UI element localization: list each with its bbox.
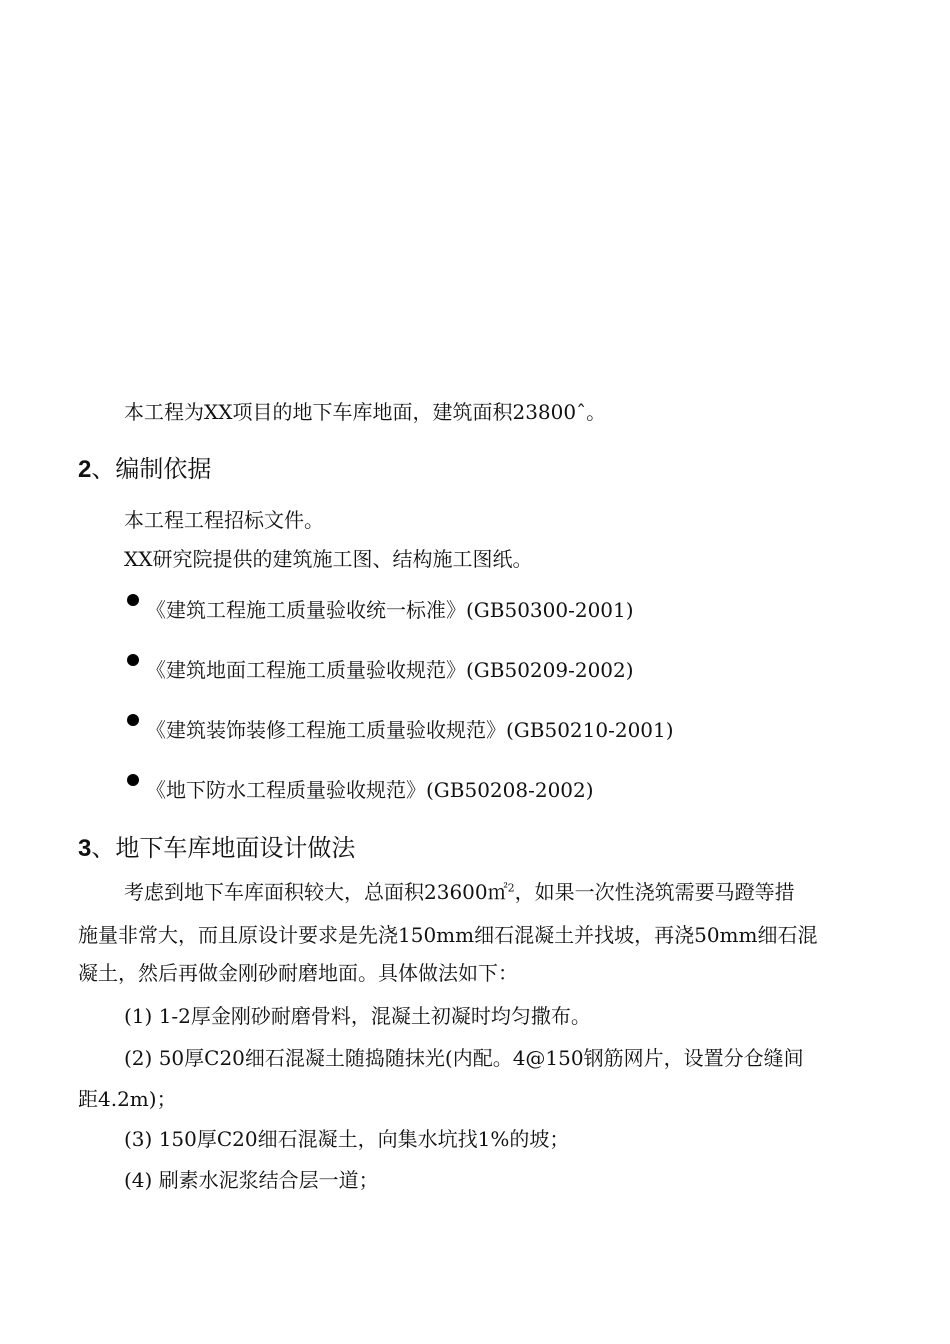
method-step-3: (3) 150厚C20细石混凝土，向集水坑找1%的坡； [124, 1127, 570, 1151]
standard-item-1: 《建筑工程施工质量验收统一标准》(GB50300-2001) [146, 598, 634, 622]
method-step-2-continued: 距4.2m)； [78, 1087, 177, 1111]
basis-paragraph-2: XX研究院提供的建筑施工图、结构施工图纸。 [124, 547, 533, 571]
standard-item-3: 《建筑装饰装修工程施工质量验收规范》(GB50210-2001) [146, 718, 674, 742]
overview-paragraph: 本工程为XX项目的地下车库地面，建筑面积23800ˆ。 [124, 400, 607, 424]
intro-line-1-part-b: ，如果一次性浇筑需要马蹬等措 [514, 880, 795, 904]
method-step-4: (4) 刷素水泥浆结合层一道； [124, 1168, 379, 1192]
bullet-icon [127, 774, 139, 786]
bullet-icon [127, 654, 139, 666]
bullet-icon [127, 594, 139, 606]
basis-paragraph-1: 本工程工程招标文件。 [124, 508, 324, 532]
standard-item-2: 《建筑地面工程施工质量验收规范》(GB50209-2002) [146, 658, 634, 682]
method-step-1: (1) 1-2厚金刚砂耐磨骨料，混凝土初凝时均匀撒布。 [124, 1004, 591, 1028]
superscript-2: 2 [507, 881, 515, 895]
design-intro-line-3: 凝土，然后再做金刚砂耐磨地面。具体做法如下： [78, 961, 518, 985]
method-step-2: (2) 50厚C20细石混凝土随捣随抹光(内配。4@150钢筋网片，设置分仓缝间 [124, 1046, 804, 1070]
bullet-icon [127, 714, 139, 726]
design-intro-line-2: 施量非常大，而且原设计要求是先浇150mm细石混凝土并找坡，再浇50mm细石混 [78, 923, 818, 947]
section-3-title: 、地下车库地面设计做法 [91, 834, 356, 862]
section-2-title: 、编制依据 [91, 455, 212, 483]
section-3-heading [78, 833, 355, 864]
section-2-number: 2 [78, 456, 92, 483]
intro-line-1-part-a: 考虑到地下车库面积较大，总面积23600㎡ [124, 880, 508, 904]
section-2-heading [78, 454, 211, 485]
standard-item-4: 《地下防水工程质量验收规范》(GB50208-2002) [146, 778, 594, 802]
design-intro-line-1 [124, 880, 795, 904]
section-3-number: 3 [78, 835, 92, 862]
